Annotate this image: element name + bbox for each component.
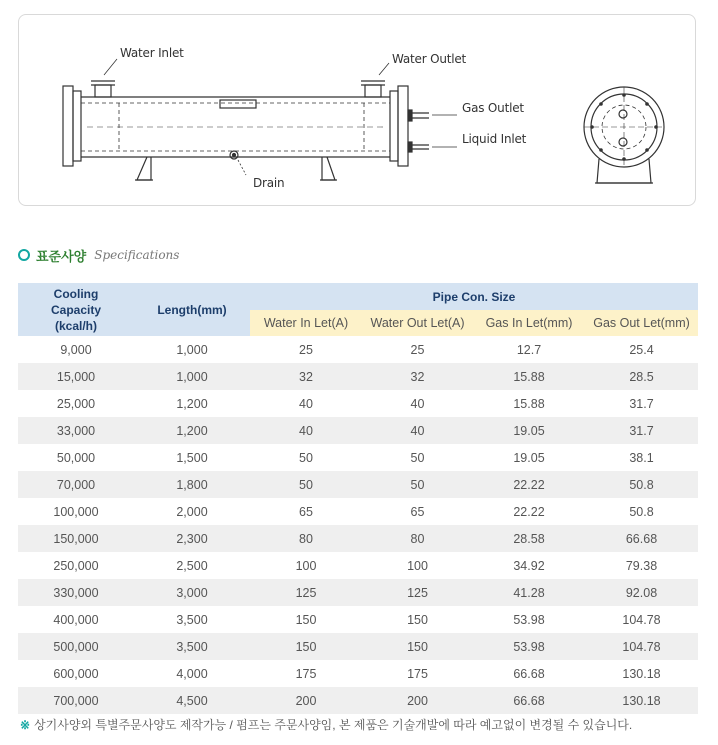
note-text: 상기사양외 특별주문사양도 제작가능 / 펌프는 주문사양임, 본 제품은 기술개발에 따라 예고없이 변경될 수 있습니다. bbox=[34, 718, 633, 732]
table-row bbox=[18, 471, 698, 498]
cell-gas-in: 19.05 bbox=[473, 417, 585, 444]
spec-table-body bbox=[18, 336, 698, 714]
table-row bbox=[18, 390, 698, 417]
cell-cooling-capacity: 330,000 bbox=[18, 579, 134, 606]
cell-water-in: 40 bbox=[299, 396, 313, 411]
cell-water-in: 40 bbox=[250, 417, 362, 444]
cell-length: 1,000 bbox=[176, 342, 208, 357]
cell-water-out: 200 bbox=[362, 687, 473, 714]
cell-gas-in: 15.88 bbox=[513, 396, 545, 411]
cell-cooling-capacity: 50,000 bbox=[56, 450, 96, 465]
cell-water-in: 50 bbox=[299, 450, 313, 465]
cell-gas-out: 28.5 bbox=[585, 363, 698, 390]
cell-length: 1,800 bbox=[134, 471, 250, 498]
header-length: Length(mm) bbox=[134, 283, 250, 336]
table-row bbox=[18, 633, 698, 660]
table-row bbox=[18, 687, 698, 714]
liquid-inlet-label: Liquid Inlet bbox=[462, 132, 527, 146]
circle-bullet-icon bbox=[18, 249, 30, 261]
water-inlet-label: Water Inlet bbox=[120, 46, 184, 60]
header-gas-out: Gas Out Let(mm) bbox=[585, 310, 698, 336]
section-title-en: Specifications bbox=[94, 248, 180, 262]
cell-gas-out: 104.78 bbox=[622, 612, 661, 627]
cell-gas-out: 31.7 bbox=[629, 396, 654, 411]
cell-cooling-capacity: 100,000 bbox=[53, 504, 99, 519]
cell-gas-out: 50.8 bbox=[585, 471, 698, 498]
cell-water-out: 40 bbox=[362, 417, 473, 444]
cell-gas-in: 28.58 bbox=[473, 525, 585, 552]
condenser-drawing bbox=[19, 15, 697, 207]
cell-water-in: 32 bbox=[250, 363, 362, 390]
cell-length: 2,500 bbox=[176, 558, 208, 573]
cell-gas-in: 66.68 bbox=[473, 687, 585, 714]
cell-cooling-capacity: 70,000 bbox=[18, 471, 134, 498]
cell-gas-in: 53.98 bbox=[473, 633, 585, 660]
header-water-out: Water Out Let(A) bbox=[362, 310, 473, 336]
table-row bbox=[18, 417, 698, 444]
footnote bbox=[20, 716, 632, 733]
cell-length: 1,000 bbox=[134, 363, 250, 390]
cell-cooling-capacity: 250,000 bbox=[53, 558, 99, 573]
cell-gas-out: 104.78 bbox=[585, 633, 698, 660]
cell-water-out: 25 bbox=[410, 342, 425, 357]
cell-water-out: 65 bbox=[410, 504, 425, 519]
cell-gas-in: 12.7 bbox=[516, 342, 542, 357]
drain-label: Drain bbox=[253, 176, 285, 190]
gas-outlet-label: Gas Outlet bbox=[462, 101, 524, 115]
cell-water-out: 50 bbox=[362, 471, 473, 498]
cell-gas-in: 22.22 bbox=[513, 504, 545, 519]
cell-water-out: 150 bbox=[362, 633, 473, 660]
header-cooling-capacity: Cooling Capacity (kcal/h) bbox=[18, 283, 134, 336]
header-pipe-con-size: Pipe Con. Size bbox=[250, 283, 698, 310]
spec-table bbox=[18, 283, 698, 714]
cell-gas-in: 19.05 bbox=[513, 450, 545, 465]
cell-water-out: 80 bbox=[362, 525, 473, 552]
cell-cooling-capacity: 700,000 bbox=[18, 687, 134, 714]
cell-water-out: 175 bbox=[407, 666, 428, 681]
cell-cooling-capacity: 33,000 bbox=[18, 417, 134, 444]
cell-water-in: 65 bbox=[299, 504, 313, 519]
cell-gas-in: 41.28 bbox=[473, 579, 585, 606]
table-row bbox=[18, 363, 698, 390]
table-row bbox=[18, 525, 698, 552]
cell-gas-out: 92.08 bbox=[585, 579, 698, 606]
table-row bbox=[18, 606, 698, 633]
cell-water-in: 200 bbox=[250, 687, 362, 714]
cell-water-in: 150 bbox=[295, 612, 317, 627]
cell-cooling-capacity: 600,000 bbox=[53, 666, 99, 681]
cell-cooling-capacity: 15,000 bbox=[18, 363, 134, 390]
cell-cooling-capacity: 9,000 bbox=[60, 342, 92, 357]
table-row bbox=[18, 336, 698, 363]
cell-gas-in: 34.92 bbox=[513, 558, 545, 573]
cell-length: 4,500 bbox=[134, 687, 250, 714]
section-title-kr: 표준사양 bbox=[36, 249, 87, 265]
cell-gas-out: 25.4 bbox=[629, 342, 654, 357]
cell-length: 3,500 bbox=[176, 612, 208, 627]
spec-heading bbox=[18, 245, 179, 265]
cell-length: 1,500 bbox=[176, 450, 208, 465]
cell-gas-in: 66.68 bbox=[513, 666, 545, 681]
header-gas-in: Gas In Let(mm) bbox=[473, 310, 585, 336]
table-row bbox=[18, 444, 698, 471]
cell-water-in: 150 bbox=[250, 633, 362, 660]
cell-water-in: 80 bbox=[250, 525, 362, 552]
cell-water-in: 50 bbox=[250, 471, 362, 498]
cell-gas-out: 79.38 bbox=[625, 558, 658, 573]
cell-water-in: 175 bbox=[295, 666, 317, 681]
table-row bbox=[18, 579, 698, 606]
cell-length: 2,000 bbox=[176, 504, 208, 519]
water-outlet-label: Water Outlet bbox=[392, 52, 467, 66]
cell-gas-out: 66.68 bbox=[585, 525, 698, 552]
cell-cooling-capacity: 500,000 bbox=[18, 633, 134, 660]
cell-gas-out: 130.18 bbox=[585, 687, 698, 714]
cell-water-out: 125 bbox=[362, 579, 473, 606]
cell-length: 2,300 bbox=[134, 525, 250, 552]
cell-gas-out: 130.18 bbox=[622, 666, 661, 681]
cell-length: 1,200 bbox=[134, 417, 250, 444]
cell-gas-in: 22.22 bbox=[473, 471, 585, 498]
cell-water-out: 100 bbox=[407, 558, 428, 573]
header-water-in: Water In Let(A) bbox=[250, 310, 362, 336]
table-row bbox=[18, 660, 698, 687]
cell-water-in: 25 bbox=[299, 342, 313, 357]
cell-length: 3,000 bbox=[134, 579, 250, 606]
cell-gas-out: 38.1 bbox=[629, 450, 654, 465]
cell-gas-in: 53.98 bbox=[513, 612, 545, 627]
table-row bbox=[18, 552, 698, 579]
cell-water-out: 50 bbox=[410, 450, 425, 465]
cell-water-out: 32 bbox=[362, 363, 473, 390]
cell-water-out: 40 bbox=[410, 396, 425, 411]
cell-cooling-capacity: 150,000 bbox=[18, 525, 134, 552]
cell-length: 1,200 bbox=[176, 396, 208, 411]
cell-water-in: 125 bbox=[250, 579, 362, 606]
cell-water-out: 150 bbox=[407, 612, 428, 627]
cell-gas-out: 50.8 bbox=[629, 504, 654, 519]
cell-length: 3,500 bbox=[134, 633, 250, 660]
cell-cooling-capacity: 400,000 bbox=[53, 612, 99, 627]
cell-gas-out: 31.7 bbox=[585, 417, 698, 444]
cell-gas-in: 15.88 bbox=[473, 363, 585, 390]
note-mark: ※ bbox=[20, 718, 31, 732]
cell-cooling-capacity: 25,000 bbox=[56, 396, 96, 411]
cell-length: 4,000 bbox=[176, 666, 208, 681]
cell-water-in: 100 bbox=[295, 558, 317, 573]
table-row bbox=[18, 498, 698, 525]
condenser-diagram bbox=[18, 14, 696, 206]
